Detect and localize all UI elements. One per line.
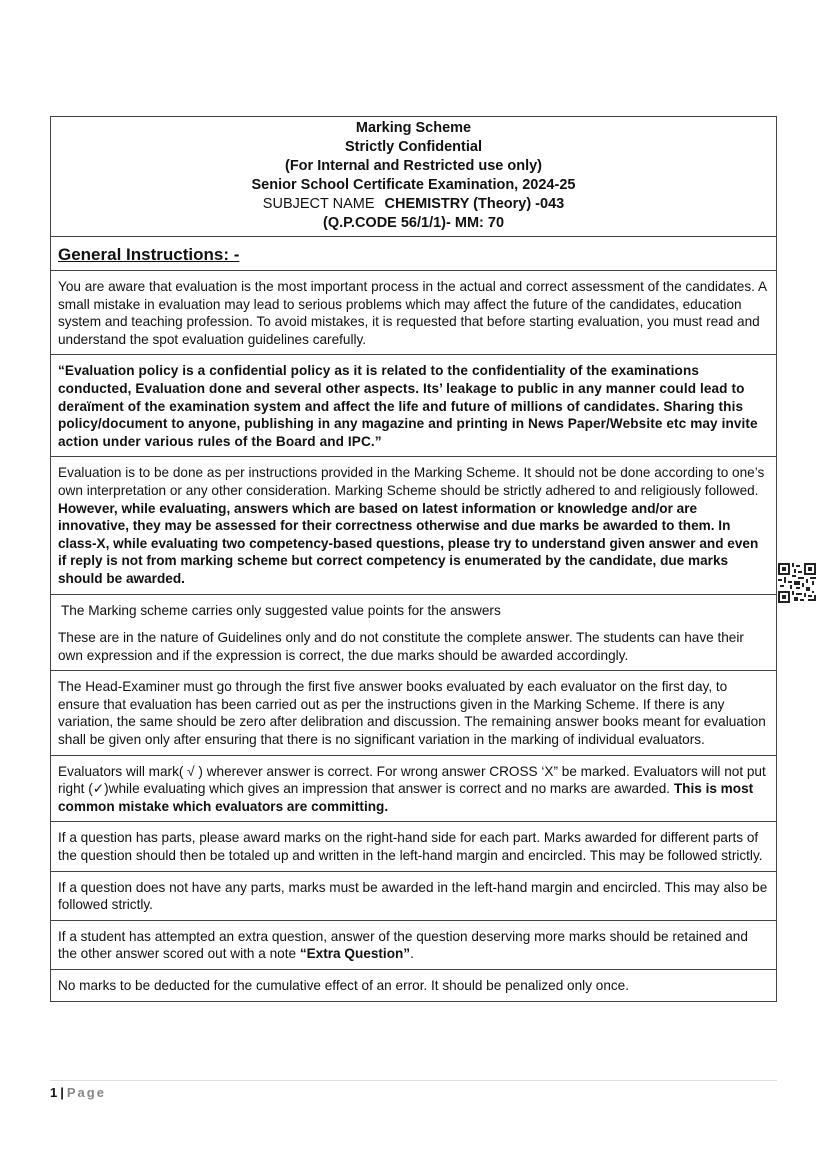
page-label: Page [66,1085,106,1100]
subject-value: CHEMISTRY (Theory) -043 [384,196,565,212]
header-qp-code: (Q.P.CODE 56/1/1)- MM: 70 [322,215,505,231]
instruction-4 [51,595,776,672]
instruction-5: The Head-Examiner must go through the first five answer books evaluated by each evaluator on the first day, to ensure that evaluation has been carried out as per the instructions given in the Marking Scheme. If there is any variation, the same should be zero after delibration and discussion. The remaining answer books meant for evaluation shall be given only after ensuring that there is no significant variation in the marking of individual evaluators. [51,671,776,755]
instruction-8: If a question does not have any parts, marks must be awarded in the left-hand margin and encircled. This may also be followed strictly. [51,872,776,921]
instruction-1: You are aware that evaluation is the most important process in the actual and correct assessment of the candidates. A small mistake in evaluation may lead to serious problems which may affect the future of the candidates, education system and teaching profession. To avoid mistakes, it is requested that before starting evaluation, you must read and understand the spot evaluation guidelines carefully. [51,271,776,355]
footer-separator: | [60,1085,64,1100]
header-subject [55,195,772,214]
instruction-2: “Evaluation policy is a confidential policy as it is related to the confidentiality of the examinations conducted, Evaluation done and several other aspects. Its’ leakage to public in any manner could lead to deraïment of the examination system and affect the life and future of millions of candidates. Sharing this policy/document to anyone, publishing in any magazine and printing in News Paper/Website etc may invite action under various rules of the Board and IPC.” [51,355,776,457]
instruction-9-bold: “Extra Question” [299,946,411,962]
instruction-4-guidelines: These are in the nature of Guidelines only and do not constitute the complete answer. The students can have their own expression and if the expression is correct, the due marks should be awarded accordingly. [58,630,744,663]
instruction-9-text: If a student has attempted an extra question, answer of the question deserving more marks should be retained and the other answer scored out with a note [58,928,748,962]
instruction-9: If a student has attempted an extra question, answer of the question deserving more marks should be retained and the other answer scored out with a note “Extra Question”. [51,921,776,970]
subject-label: SUBJECT NAME [262,196,375,212]
qr-code-icon [778,563,816,603]
instruction-10: No marks to be deducted for the cumulative effect of an error. It should be penalized only once. [58,978,630,993]
header-exam: Senior School Certificate Examination, 2024-25 [251,177,576,193]
instruction-7: If a question has parts, please award marks on the right-hand side for each part. Marks awarded for different parts of the question should then be totaled up and written in the left-hand margin and encircled. This may be followed strictly. [51,822,776,871]
page-footer [50,1080,777,1100]
instruction-4-value-points: The Marking scheme carries only suggested value points for the answers [61,602,501,618]
instruction-6 [51,756,776,823]
page-number: 1 [50,1085,58,1100]
header-restricted: (For Internal and Restricted use only) [284,158,542,174]
instruction-3 [51,457,776,594]
general-instructions-heading: General Instructions: - [51,237,776,271]
instruction-3-bold: However, while evaluating, answers which are based on latest information or knowledge and/or are innovative, they may be assessed for their correctness otherwise and due marks be awarded to them. In class-X, while evaluating two competency-based questions, please try to understand given answer and even if reply is not from marking scheme but correct competency is enumerated by the candidate, due marks should be awarded. [58,500,759,586]
header-title: Marking Scheme [355,120,472,136]
instruction-3-text: Evaluation is to be done as per instructions provided in the Marking Scheme. It should not be done according to one’s own interpretation or any other consideration. Marking Scheme should be strictly adhered to and religiously followed. [58,465,765,498]
instruction-6-bold: This is most common mistake which evaluators are committing. [58,781,754,814]
marking-scheme-table [50,116,777,1002]
document-header [51,117,776,237]
header-confidential: Strictly Confidential [345,139,482,155]
instruction-6-text: Evaluators will mark( √ ) wherever answer is correct. For wrong answer CROSS ‘X” be marked. Evaluators will not put right (✓)while evaluating which gives an impression that answer is correct and no marks are awarded. [58,763,766,797]
